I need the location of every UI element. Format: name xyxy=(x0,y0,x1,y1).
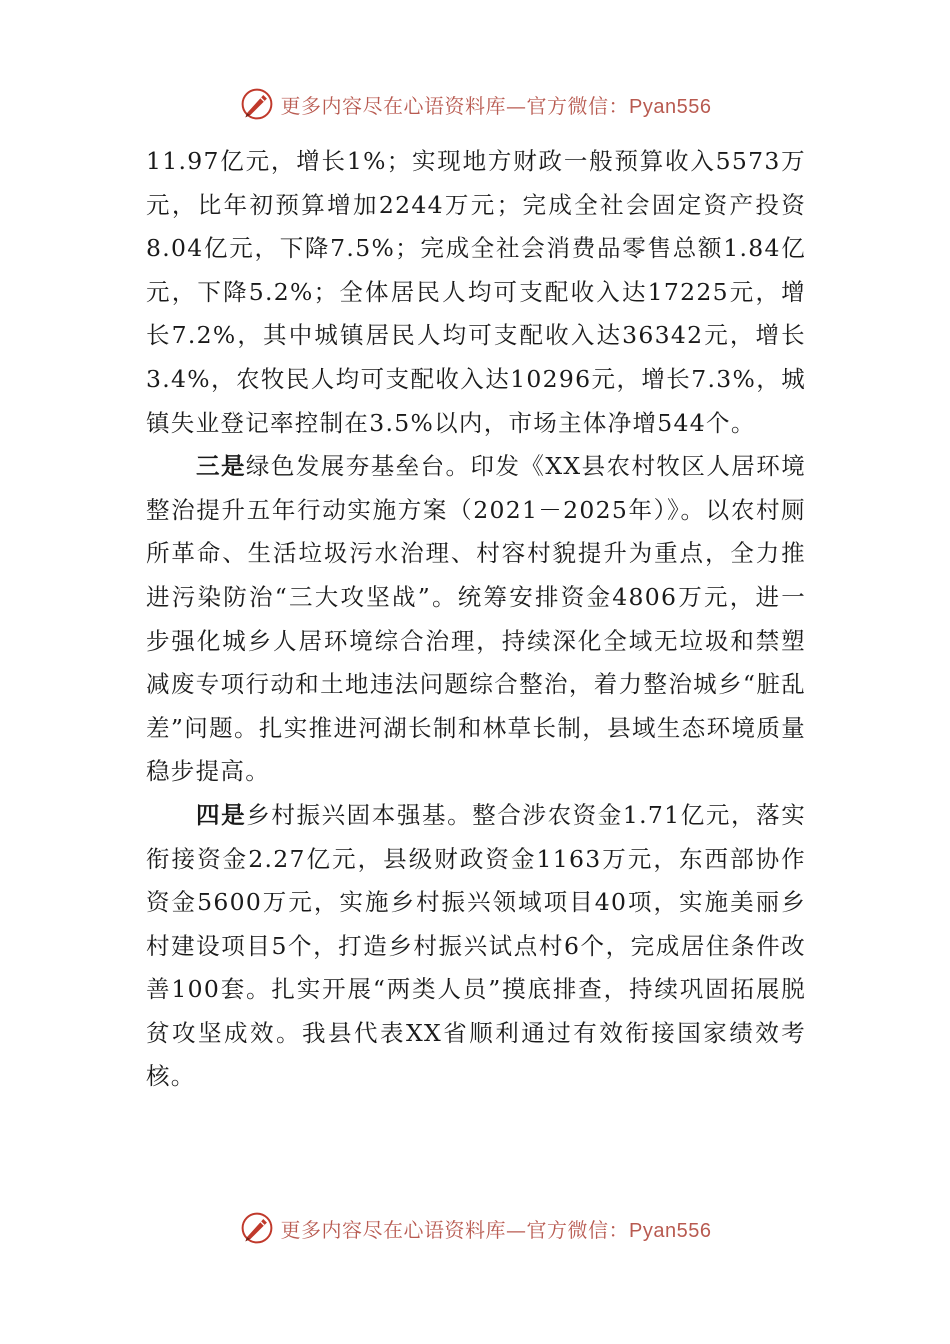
paragraph-2 xyxy=(146,445,806,794)
paragraph-3 xyxy=(146,794,806,1099)
pen-nib-logo-icon xyxy=(239,1210,275,1246)
header-banner xyxy=(0,82,950,126)
pen-nib-logo-icon xyxy=(239,86,275,122)
paragraph-text: 11.97亿元，增长1%；实现地方财政一般预算收入5573万元，比年初预算增加2244万元；完成全社会固定资产投资8.04亿元，下降7.5%；完成全社会消费品零售总额1.84亿元，下降5.2%；全体居民人均可支配收入达17225元，增长7.2%，其中城镇居民人均可支配收入达36342元，增长3.4%，农牧民人均可支配收入达10296元，增长7.3%，城镇失业登记率控制在3.5%以内，市场主体净增544个。 xyxy=(146,147,806,437)
paragraph-1 xyxy=(146,140,806,445)
paragraph-text: 绿色发展夯基垒台。印发《XX县农村牧区人居环境整治提升五年行动实施方案（2021－2025年）》。以农村厕所革命、生活垃圾污水治理、村容村貌提升为重点，全力推进污染防治“三大攻坚战”。统筹安排资金4806万元，进一步强化城乡人居环境综合治理，持续深化全域无垃圾和禁塑减废专项行动和土地违法问题综合整治，着力整治城乡“脏乱差”问题。扎实推进河湖长制和林草长制，县域生态环境质量稳步提高。 xyxy=(146,452,807,786)
paragraph-lead: 三是 xyxy=(196,452,246,481)
banner-text: 更多内容尽在心语资料库—官方微信：Pyan556 xyxy=(280,93,712,118)
paragraph-lead: 四是 xyxy=(196,800,247,829)
banner-text: 更多内容尽在心语资料库—官方微信：Pyan556 xyxy=(280,1217,712,1242)
footer-banner xyxy=(0,1206,950,1250)
document-body xyxy=(146,140,806,1099)
wechat-id: Pyan556 xyxy=(629,95,712,118)
wechat-id: Pyan556 xyxy=(629,1219,712,1242)
paragraph-text: 乡村振兴固本强基。整合涉农资金1.71亿元，落实衔接资金2.27亿元，县级财政资金1163万元，东西部协作资金5600万元，实施乡村振兴领域项目40项，实施美丽乡村建设项目5个，打造乡村振兴试点村6个，完成居住条件改善100套。扎实开展“两类人员”摸底排查，持续巩固拓展脱贫攻坚成效。我县代表XX省顺利通过有效衔接国家绩效考核。 xyxy=(146,800,806,1091)
